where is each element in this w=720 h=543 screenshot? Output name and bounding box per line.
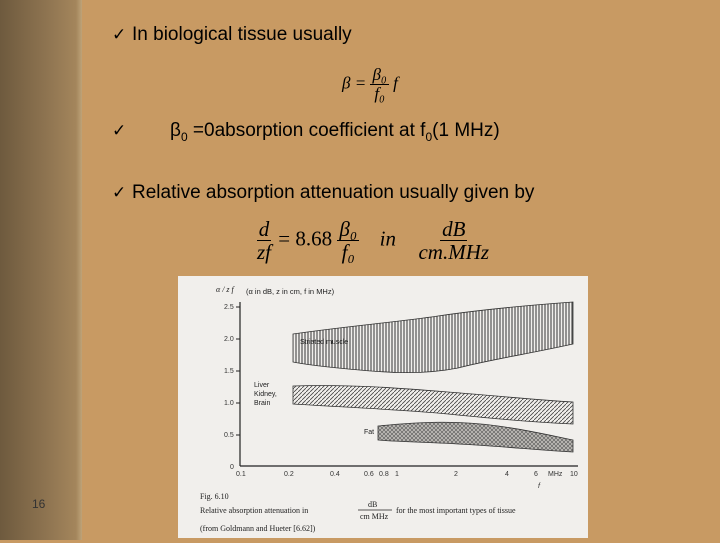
striated-muscle-band [293,302,573,373]
attenuation-figure [178,276,588,538]
label-striated-muscle: Striated muscle [300,339,349,346]
equation-beta [342,66,398,103]
x-tick-label: 0.6 [364,471,374,478]
bullet-2 [112,120,500,144]
equation-attenuation-fraction-1: $\frac{d}{zf}$ [257,217,272,265]
y-tick-label: 1.0 [224,400,234,407]
x-tick-label: 2 [454,471,458,478]
x-tick-label: 10 [570,471,578,478]
label-liver: Liver [254,382,270,389]
x-tick-label: 0.1 [236,471,246,478]
y-tick-label: 2.5 [224,304,234,311]
checkmark-icon: ✓ [112,183,127,203]
checkmark-icon: ✓ [112,25,127,45]
label-fat: Fat [364,429,375,436]
x-tick-label: 0.4 [330,471,340,478]
y-tick-label: 2.0 [224,336,234,343]
figure-caption-number: Fig. 6.10 [200,492,229,501]
equation-beta-denominator: f₀ [374,83,385,103]
figure-caption-text: Relative absorption attenuation in [200,506,309,515]
y-tick-label: 0.5 [224,432,234,439]
y-tick-label: 1.5 [224,368,234,375]
x-tick-label: 4 [505,471,509,478]
x-tick-label: MHz [548,471,563,478]
equation-attenuation-in: in [379,226,396,251]
equation-attenuation-factor: = 8.68 [278,226,333,251]
figure-caption-tail: for the most important types of tissue [396,506,516,515]
label-kidney: Kidney, [254,391,277,398]
y-axis-title: α / z f [216,285,234,294]
equation-beta-rhs: f [393,73,398,93]
page-number: 16 [32,497,46,511]
equation-beta-lhs: β = [342,73,367,93]
label-brain: Brain [254,400,271,407]
x-tick-label: 0.8 [379,471,389,478]
x-tick-label: 0.2 [284,471,294,478]
x-tick-label: 6 [534,471,538,478]
bullet-3-text: Relative absorption attenuation usually given by [132,182,535,203]
bullet-2-text: $\beta_0$ =0absorption coefficient at $f_0(1$ MHz) [170,120,500,144]
equation-beta-fraction [370,66,388,103]
y-tick-label: 0 [230,464,234,471]
checkmark-icon: ✓ [112,121,127,141]
equation-attenuation-fraction-2: $\frac{\text{β₀}}{\text{f₀}}$ [339,217,358,265]
figure-caption-source: (from Goldmann and Hueter [6.62]) [200,524,316,533]
attenuation-figure-svg [178,276,588,538]
equation-attenuation [255,218,491,263]
x-tick-label: 1 [395,471,399,478]
bullet-1 [112,24,352,46]
figure-caption-units-den: cm MHz [360,512,389,521]
bullet-1-text: In biological tissue usually [132,24,352,45]
x-axis-variable: f [538,483,540,490]
liver-kidney-brain-band [293,385,573,424]
units-note: (α in dB, z in cm, f in MHz) [246,287,335,296]
left-sidebar-decoration [0,0,82,540]
equation-beta-numerator: β₀ [372,65,387,84]
figure-caption-units-num: dB [368,500,378,509]
fat-band [378,422,573,452]
bullet-3 [112,182,534,204]
equation-attenuation-units: $\frac{dB}{\text{cm.MHz}}$ [418,217,490,265]
